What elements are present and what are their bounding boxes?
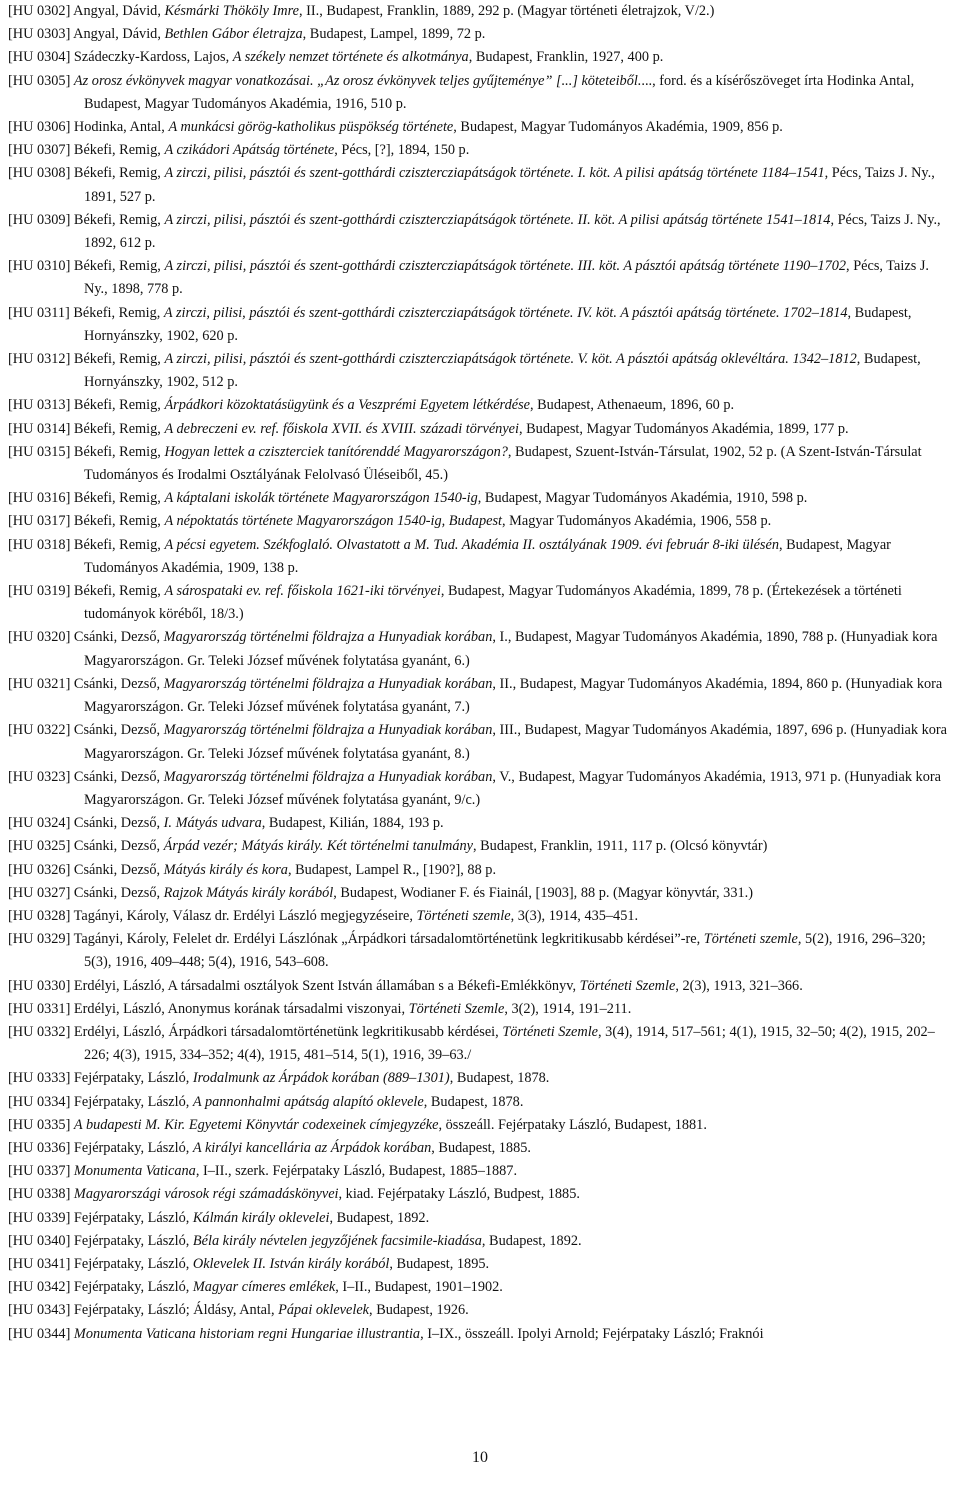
entry-text: Csánki, Dezső,	[73, 629, 164, 646]
bibliography-entry	[8, 394, 951, 417]
entry-code: [HU 0314]	[8, 420, 71, 437]
entry-text: , Budapest, Magyar Tudományos Akadémia, 1910, 598 p.	[477, 490, 808, 507]
bibliography-entry	[8, 998, 951, 1021]
bibliography-entry	[8, 510, 951, 533]
bibliography-entry	[8, 162, 951, 208]
bibliography-entry	[8, 1183, 951, 1206]
entry-text: Békefi, Remig,	[73, 536, 165, 553]
bibliography-entry	[8, 1067, 951, 1090]
entry-code: [HU 0316]	[8, 490, 71, 507]
entry-text: Békefi, Remig,	[73, 513, 165, 530]
entry-title-text: A zirczi, pilisi, pásztói és szent-gotthárdi czisztercziapátságok története. IV. köt. A pásztói apátság története. 1702–1814	[163, 304, 848, 321]
entry-title-text: Az orosz évkönyvek magyar vonatkozásai. „Az orosz évkönyvek teljes gyűjteménye” [...] köteteiből.	[73, 72, 642, 89]
entry-code: [HU 0342]	[8, 1279, 71, 1296]
entry-text: , 5(2), 1916, 296–320; 5(3), 1916, 409–448; 5(4), 1916, 543–608.	[84, 931, 926, 971]
bibliography-entry	[8, 1091, 951, 1114]
entry-title-text: Történeti szemle	[416, 907, 511, 924]
entry-code: [HU 0340]	[8, 1232, 71, 1249]
entry-code: [HU 0323]	[8, 768, 71, 785]
bibliography-entry	[8, 116, 951, 139]
entry-title-text: Árpád vezér; Mátyás király. Két történelmi tanulmány	[163, 838, 473, 855]
entry-title-text: A székely nemzet története és alkotmánya	[232, 49, 469, 66]
entry-code: [HU 0308]	[8, 165, 71, 182]
bibliography-entry	[8, 1207, 951, 1230]
entry-title-text: Történeti Szemle	[579, 977, 676, 994]
entry-title-text: Magyarország történelmi földrajza a Hunyadiak korában	[163, 675, 493, 692]
entry-title-text: I. Mátyás udvara	[163, 815, 262, 832]
entry-title-text: Béla király névtelen jegyzőjének facsimile-kiadása	[192, 1232, 482, 1249]
entry-code: [HU 0326]	[8, 861, 71, 878]
entry-text: , Budapest, 1892.	[481, 1232, 582, 1249]
entry-text: , Magyar Tudományos Akadémia, 1906, 558 p.	[501, 513, 772, 530]
entry-title-text: A zirczi, pilisi, pásztói és szent-gotthárdi czisztercziapátságok története. I. köt. A pilisi apátság története 1184–1541	[164, 165, 825, 182]
bibliography-entry	[8, 1323, 951, 1346]
entry-code: [HU 0333]	[8, 1070, 71, 1087]
bibliography-entry	[8, 835, 951, 858]
entry-title-text: A debreczeni ev. ref. főiskola XVII. és XVIII. századi törvényei	[164, 420, 519, 437]
entry-code: [HU 0312]	[8, 351, 71, 368]
entry-text: , Budapest, Magyar Tudományos Akadémia, 1899, 78 p. (Értekezések a történeti tudományok köréből, 18/3.)	[84, 583, 902, 623]
entry-text: Tagányi, Károly, Válasz dr. Erdélyi László megjegyzéseire,	[73, 907, 417, 924]
entry-text: , Pécs, Taizs J. Ny., 1898, 778 p.	[84, 258, 929, 298]
entry-title-text: A káptalani iskolák története Magyarországon 1540-ig	[164, 490, 478, 507]
entry-title-text: A királyi kancellária az Árpádok korában	[192, 1139, 432, 1156]
entry-text: , V., Budapest, Magyar Tudományos Akadémia, 1913, 971 p. (Hunyadiak kora Magyarországon. Gr. Teleki József művének folytatása gyanánt, 9/c.)	[84, 768, 941, 808]
entry-text: , 3(3), 1914, 435–451.	[510, 907, 639, 924]
entry-text: Tagányi, Károly, Felelet dr. Erdélyi Lászlónak „Árpádkori társadalomtörténetünk legkritikusabb kérdései”-re,	[73, 931, 704, 948]
entry-title-text: Történeti Szemle	[408, 1000, 505, 1017]
entry-code: [HU 0339]	[8, 1209, 71, 1226]
bibliography-entry	[8, 859, 951, 882]
entry-text: , 3(4), 1914, 517–561; 4(1), 1915, 32–50; 4(2), 1915, 202–226; 4(3), 1915, 334–352; 4(4), 1915, 481–514, 5(1), 1916, 39–63./	[84, 1023, 935, 1064]
entry-text: , I., Budapest, Magyar Tudományos Akadémia, 1890, 788 p. (Hunyadiak kora Magyarországon. Gr. Teleki József művének folytatása gyanánt, 6.)	[84, 629, 938, 669]
entry-text: Békefi, Remig,	[73, 211, 165, 228]
bibliography-entry	[8, 139, 951, 162]
entry-code: [HU 0332]	[8, 1023, 71, 1040]
entry-title-text: Mátyás király és kora	[163, 861, 288, 878]
entry-text: Fejérpataky, László; Áldásy, Antal,	[73, 1302, 279, 1319]
bibliography-entry	[8, 46, 951, 69]
entry-text: , 2(3), 1913, 321–366.	[675, 977, 803, 994]
entry-title-text: Pápai oklevelek	[278, 1302, 370, 1319]
bibliography-entry	[8, 534, 951, 580]
entry-title-text: A pécsi egyetem. Székfoglaló. Olvastatott a M. Tud. Akadémia II. osztályának 1909. évi február 8-iki ülésén	[164, 536, 779, 553]
entry-text: Fejérpataky, László,	[73, 1070, 193, 1087]
entry-title-text: A munkácsi görög-katholikus püspökség története	[168, 119, 454, 136]
entry-code: [HU 0307]	[8, 142, 71, 159]
entry-code: [HU 0334]	[8, 1093, 71, 1110]
entry-text: , III., Budapest, Magyar Tudományos Akadémia, 1897, 696 p. (Hunyadiak kora Magyarországon. Gr. Teleki József művének folytatása gyanánt, 8.)	[84, 722, 948, 762]
entry-code: [HU 0317]	[8, 513, 71, 530]
entry-text: , Budapest, Athenaeum, 1896, 60 p.	[529, 397, 735, 414]
entry-text: Békefi, Remig,	[73, 304, 164, 321]
bibliography-entry	[8, 626, 951, 672]
bibliography-entry	[8, 1137, 951, 1160]
entry-code: [HU 0328]	[8, 907, 71, 924]
bibliography-entry	[8, 1021, 951, 1067]
entry-code: [HU 0315]	[8, 443, 71, 460]
entry-text: , Budapest, 1878.	[449, 1070, 550, 1087]
entry-code: [HU 0331]	[8, 1000, 71, 1017]
entry-text: Békefi, Remig,	[73, 397, 165, 414]
entry-title-text: Történeti Szemle	[502, 1023, 599, 1040]
entry-title-text: Árpádkori közoktatásügyünk és a Veszprémi Egyetem létkérdése	[164, 397, 530, 414]
entry-title-text: Kálmán király oklevelei	[192, 1209, 330, 1226]
entry-text: Békefi, Remig,	[73, 142, 165, 159]
entry-code: [HU 0338]	[8, 1186, 71, 1203]
entry-code: [HU 0320]	[8, 629, 71, 646]
entry-title-text: A népoktatás története Magyarországon 1540-ig, Budapest	[164, 513, 502, 530]
entry-title-text: A pannonhalmi apátság alapító oklevele	[192, 1093, 424, 1110]
entry-text: Angyal, Dávid,	[73, 26, 165, 43]
entry-text: Fejérpataky, László,	[73, 1139, 193, 1156]
entry-code: [HU 0321]	[8, 675, 71, 692]
entry-text: , Budapest, Magyar Tudományos Akadémia, 1899, 177 p.	[519, 420, 849, 437]
entry-code: [HU 0302]	[8, 3, 71, 19]
bibliography-entry	[8, 719, 951, 765]
entry-text: , Budapest, 1892.	[329, 1209, 430, 1226]
entry-title-text: Monumenta Vaticana	[73, 1163, 196, 1180]
entry-title-text: Oklevelek II. István király korából	[192, 1255, 390, 1272]
entry-text: , I–II., szerk. Fejérpataky László, Budapest, 1885–1887.	[195, 1163, 518, 1180]
bibliography-entry	[8, 812, 951, 835]
entry-text: , Budapest, Kilián, 1884, 193 p.	[261, 815, 444, 832]
bibliography-entry	[8, 70, 951, 116]
entry-title-text: Magyarország történelmi földrajza a Hunyadiak korában	[163, 629, 493, 646]
entry-text: , Pécs, [?], 1894, 150 p.	[334, 142, 470, 159]
entry-code: [HU 0319]	[8, 583, 71, 600]
entry-code: [HU 0310]	[8, 258, 71, 275]
entry-title-text: Magyarországi városok régi számadáskönyvei	[73, 1186, 339, 1203]
bibliography-entry	[8, 766, 951, 812]
entry-text: Erdélyi, László, Árpádkori társadalomtörténetünk legkritikusabb kérdései,	[73, 1023, 503, 1040]
bibliography-entry	[8, 1253, 951, 1276]
entry-text: Csánki, Dezső,	[73, 861, 164, 878]
entry-code: [HU 0337]	[8, 1163, 71, 1180]
entry-title-text: Rajzok Mátyás király korából	[163, 884, 334, 901]
entry-text: Fejérpataky, László,	[73, 1093, 193, 1110]
entry-text: Csánki, Dezső,	[73, 884, 164, 901]
entry-text: Fejérpataky, László,	[73, 1255, 193, 1272]
bibliography-entry	[8, 882, 951, 905]
entry-text: , Budapest, Hornyánszky, 1902, 620 p.	[84, 304, 912, 344]
bibliography-entry	[8, 1276, 951, 1299]
entry-text: Békefi, Remig,	[73, 583, 165, 600]
bibliography-entry	[8, 580, 951, 626]
entry-title-text: Hogyan lettek a cziszterciek tanítórenddé Magyarországon?	[164, 443, 508, 460]
entry-text: , I–II., Budapest, 1901–1902.	[335, 1279, 503, 1296]
bibliography-entry	[8, 209, 951, 255]
entry-title-text: Történeti szemle	[703, 931, 798, 948]
entry-text: Hodinka, Antal,	[73, 119, 169, 136]
entry-text: Békefi, Remig,	[73, 420, 165, 437]
entry-text: , Budapest, 1926.	[369, 1302, 469, 1319]
bibliography-list	[8, 0, 951, 1346]
entry-text: Békefi, Remig,	[73, 443, 165, 460]
entry-title-text: Magyar címeres emlékek	[192, 1279, 336, 1296]
bibliography-entry	[8, 928, 951, 974]
entry-text: Angyal, Dávid,	[73, 3, 165, 19]
entry-code: [HU 0327]	[8, 884, 71, 901]
entry-text: Fejérpataky, László,	[73, 1209, 193, 1226]
entry-code: [HU 0322]	[8, 722, 71, 739]
entry-code: [HU 0304]	[8, 49, 71, 66]
entry-text: , Pécs, Taizs J. Ny., 1891, 527 p.	[84, 165, 935, 205]
bibliography-entry	[8, 0, 951, 23]
entry-text: Erdélyi, László, A társadalmi osztályok Szent István államában s a Békefi-Emlékkönyv,	[73, 977, 580, 994]
entry-text: , Budapest, Wodianer F. és Fiainál, [1903], 88 p. (Magyar könyvtár, 331.)	[333, 884, 753, 901]
entry-code: [HU 0344]	[8, 1325, 71, 1342]
entry-text: , I–IX., összeáll. Ipolyi Arnold; Fejérpataky László; Fraknói	[420, 1325, 764, 1342]
entry-text: , Budapest, Lampel, 1899, 72 p.	[302, 26, 486, 43]
entry-text: Békefi, Remig,	[73, 258, 165, 275]
bibliography-entry	[8, 1299, 951, 1322]
bibliography-entry	[8, 905, 951, 928]
entry-code: [HU 0324]	[8, 815, 71, 832]
entry-text: , 3(2), 1914, 191–211.	[504, 1000, 632, 1017]
bibliography-entry	[8, 975, 951, 998]
entry-code: [HU 0336]	[8, 1139, 71, 1156]
bibliography-entry	[8, 348, 951, 394]
entry-title-text: Késmárki Thököly Imre	[164, 3, 299, 19]
entry-text: , Budapest, Franklin, 1911, 117 p. (Olcsó könyvtár)	[472, 838, 768, 855]
bibliography-entry	[8, 487, 951, 510]
entry-text: , összeáll. Fejérpataky László, Budapest, 1881.	[438, 1116, 707, 1133]
entry-code: [HU 0313]	[8, 397, 71, 414]
entry-title-text: A zirczi, pilisi, pásztói és szent-gotthárdi czisztercziapátságok története. II. köt. A pilisi apátság története 1541–1814	[164, 211, 831, 228]
entry-title-text: Magyarország történelmi földrajza a Hunyadiak korában	[163, 722, 493, 739]
entry-text: Fejérpataky, László,	[73, 1232, 193, 1249]
entry-title-text: A sárospataki ev. ref. főiskola 1621-iki törvényei	[164, 583, 441, 600]
entry-text: ..., ford. és a kísérőszöveget írta Hodinka Antal, Budapest, Magyar Tudományos Akadémia, 1916, 510 p.	[84, 72, 915, 112]
entry-code: [HU 0309]	[8, 211, 71, 228]
bibliography-entry	[8, 441, 951, 487]
bibliography-entry	[8, 255, 951, 301]
entry-text: , Budapest, Szuent-István-Társulat, 1902, 52 p. (A Szent-István-Társulat Tudományos és Irodalmi Osztályának Felolvasó Üléseiből, 45.)	[84, 443, 922, 484]
entry-text: , Budapest, Magyar Tudományos Akadémia, 1909, 138 p.	[84, 536, 891, 576]
entry-text: , Budapest, Lampel R., [190?], 88 p.	[287, 861, 497, 878]
entry-code: [HU 0305]	[8, 72, 71, 89]
entry-text: , II., Budapest, Franklin, 1889, 292 p. (Magyar történeti életrajzok, V/2.)	[298, 3, 715, 19]
entry-text: Szádeczky-Kardoss, Lajos,	[73, 49, 233, 66]
entry-text: , Budapest, 1878.	[423, 1093, 524, 1110]
entry-text: Csánki, Dezső,	[73, 722, 164, 739]
entry-text: Csánki, Dezső,	[73, 838, 164, 855]
bibliography-entry	[8, 1230, 951, 1253]
entry-code: [HU 0341]	[8, 1255, 71, 1272]
entry-code: [HU 0303]	[8, 26, 71, 43]
entry-text: , Budapest, 1885.	[431, 1139, 531, 1156]
entry-title-text: A czikádori Apátság története	[164, 142, 335, 159]
bibliography-entry	[8, 1114, 951, 1137]
bibliography-entry	[8, 418, 951, 441]
bibliography-entry	[8, 23, 951, 46]
entry-title-text: A zirczi, pilisi, pásztói és szent-gotthárdi czisztercziapátságok története. III. köt. A pásztói apátság története 1190–1702	[164, 258, 847, 275]
entry-title-text: Irodalmunk az Árpádok korában (889–1301)	[192, 1070, 450, 1087]
entry-text: Csánki, Dezső,	[73, 675, 164, 692]
bibliography-entry	[8, 1160, 951, 1183]
entry-text: Erdélyi, László, Anonymus korának társadalmi viszonyai,	[73, 1000, 409, 1017]
entry-title-text: Bethlen Gábor életrajza	[164, 26, 303, 43]
entry-code: [HU 0318]	[8, 536, 71, 553]
entry-code: [HU 0311]	[8, 304, 70, 321]
entry-text: , Budapest, Hornyánszky, 1902, 512 p.	[84, 351, 921, 391]
entry-text: , Pécs, Taizs J. Ny., 1892, 612 p.	[84, 211, 941, 252]
entry-code: [HU 0343]	[8, 1302, 71, 1319]
bibliography-entry	[8, 302, 951, 348]
entry-title-text: Magyarország történelmi földrajza a Hunyadiak korában	[163, 768, 493, 785]
entry-text: , Budapest, Franklin, 1927, 400 p.	[468, 49, 664, 66]
entry-text: Békefi, Remig,	[73, 351, 165, 368]
entry-text: , Budapest, Magyar Tudományos Akadémia, 1909, 856 p.	[453, 119, 783, 136]
entry-text: Fejérpataky, László,	[73, 1279, 193, 1296]
entry-text: , II., Budapest, Magyar Tudományos Akadémia, 1894, 860 p. (Hunyadiak kora Magyarországon. Gr. Teleki József művének folytatása gyanánt, 7.)	[84, 675, 943, 716]
entry-text: Csánki, Dezső,	[73, 815, 164, 832]
entry-text: , kiad. Fejérpataky László, Budpest, 1885.	[338, 1186, 580, 1203]
entry-title-text: A zirczi, pilisi, pásztói és szent-gotthárdi czisztercziapátságok története. V. köt. A pásztói apátság oklevéltára. 1342–1812	[164, 351, 857, 368]
entry-text: Békefi, Remig,	[73, 165, 165, 182]
entry-code: [HU 0306]	[8, 119, 71, 136]
page-number: 10	[472, 1449, 488, 1466]
entry-code: [HU 0329]	[8, 931, 71, 948]
entry-title-text: Monumenta Vaticana historiam regni Hungariae illustrantia	[73, 1325, 421, 1342]
entry-code: [HU 0330]	[8, 977, 71, 994]
entry-title-text: A budapesti M. Kir. Egyetemi Könyvtár codexeinek címjegyzéke	[73, 1116, 439, 1133]
entry-code: [HU 0335]	[8, 1116, 71, 1133]
entry-code: [HU 0325]	[8, 838, 71, 855]
entry-text: , Budapest, 1895.	[389, 1255, 490, 1272]
entry-text: Békefi, Remig,	[73, 490, 165, 507]
bibliography-entry	[8, 673, 951, 719]
entry-text: Csánki, Dezső,	[73, 768, 164, 785]
